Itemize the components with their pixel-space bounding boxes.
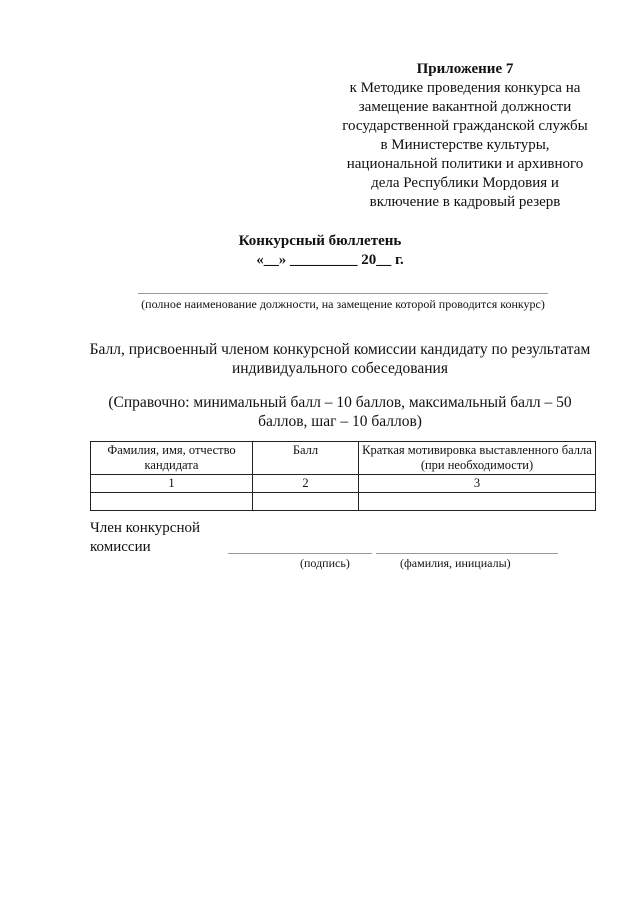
column-header-motivation: Краткая мотивировка выставленного балла (при необходимости) bbox=[359, 442, 596, 475]
score-cell[interactable] bbox=[253, 493, 359, 511]
appendix-line: замещение вакантной должности bbox=[358, 99, 572, 115]
appendix-line: дела Республики Мордовия и bbox=[371, 175, 559, 191]
position-caption: (полное наименование должности, на замещение которой проводится конкурс) bbox=[141, 297, 545, 311]
appendix-line: в Министерстве культуры, bbox=[380, 137, 550, 153]
score-description: Балл, присвоенный членом конкурсной комиссии кандидату по результатам индивидуального собеседования bbox=[89, 341, 591, 377]
column-number: 3 bbox=[359, 475, 596, 493]
column-header-score: Балл bbox=[253, 442, 359, 475]
scores-table bbox=[90, 441, 596, 511]
ballot-title bbox=[0, 232, 640, 270]
ballot-heading: Конкурсный бюллетень bbox=[238, 233, 402, 249]
table-row bbox=[91, 493, 596, 511]
candidate-cell[interactable] bbox=[91, 493, 253, 511]
ballot-date: «__» _________ 20__ г. bbox=[256, 252, 404, 268]
table-header-row bbox=[91, 442, 596, 475]
appendix-line: национальной политики и архивного bbox=[346, 156, 584, 172]
signature-line[interactable] bbox=[228, 553, 372, 554]
name-caption: (фамилия, инициалы) bbox=[400, 556, 511, 570]
appendix-header bbox=[330, 60, 600, 212]
name-line[interactable] bbox=[376, 553, 558, 554]
appendix-number: Приложение 7 bbox=[416, 61, 514, 77]
motivation-cell[interactable] bbox=[359, 493, 596, 511]
member-label: Член конкурсной комиссии bbox=[90, 520, 201, 555]
position-field-line[interactable] bbox=[138, 293, 548, 294]
appendix-line: государственной гражданской службы bbox=[342, 118, 588, 134]
appendix-line: включение в кадровый резерв bbox=[369, 194, 561, 210]
signature-caption: (подпись) bbox=[300, 556, 350, 570]
table-number-row bbox=[91, 475, 596, 493]
column-number: 1 bbox=[91, 475, 253, 493]
column-number: 2 bbox=[253, 475, 359, 493]
appendix-line: к Методике проведения конкурса на bbox=[349, 80, 581, 96]
reference-note: (Справочно: минимальный балл – 10 баллов, максимальный балл – 50 баллов, шаг – 10 баллов) bbox=[108, 394, 572, 430]
column-header-candidate: Фамилия, имя, отчество кандидата bbox=[91, 442, 253, 475]
